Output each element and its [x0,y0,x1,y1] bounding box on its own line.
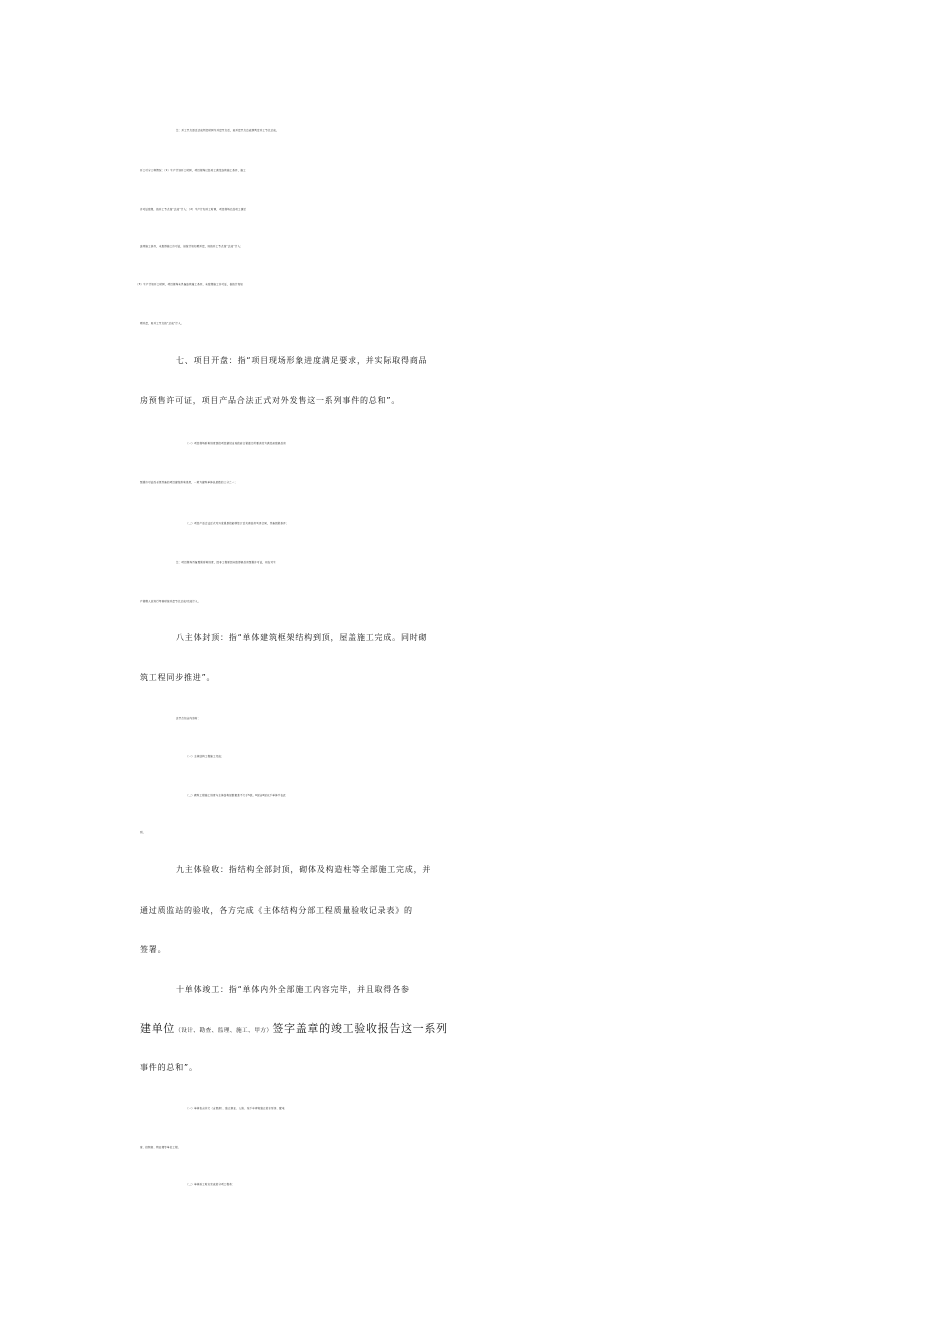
note-line: 注：项目现场具备预售形象进度，因非工程原因未取得商品房预售许可证，则在对生 [176,561,276,564]
paragraph-line: 期开盘，则开工节点按“达成”计入。 [140,322,184,325]
paragraph-line: 列。 [140,831,146,834]
heading-parenthetical: （设计、勘查、监理、施工、甲方） [175,1028,273,1034]
paragraph-line: 室、控制室、物业楼等单位工程。 [140,1146,181,1149]
section-heading-opening: 七、项目开盘：指“项目现场形象进度满足要求，并实际取得商品 [176,356,428,365]
section-heading-topping-out: 八主体封顶：指“单体建筑框架结构到顶，屋盖施工完成。同时砌 [176,633,428,642]
paragraph-line: 许可证取得，按开工节点按“达成”计入；（2）生产计划开工时间，项目现场已经动工满足 [140,208,247,211]
list-item: （一）单体包含住宅（含底商）、独立商业、人防、地下车库和独立的水泵房、配电 [186,1107,285,1110]
list-item: （二）单体竣工时应完成的分项工程有： [186,1183,235,1186]
section-heading-line: 签署。 [140,945,167,954]
paragraph-line: 连续施工条件，未取得施工许可证，但按计划如期开盘，则按开工节点按“达成”计入； [140,245,243,248]
paragraph-line: 产管理人员进行考核时按开盘节点达成/完成计入。 [140,600,201,603]
note-start-condition: 注：开工节点是否达成判定时间为开盘节点后，若开盘节点达成即判定开工节点达成。 [176,129,279,132]
heading-text: 签字盖章的竣工验收报告这一系列 [272,1022,448,1035]
section-heading-line: 房预售许可证，项目产品合法正式对外发售这一系列事件的总和”。 [140,396,401,405]
list-item: （二）砌筑工程施工进度与主体结构层数相差不大于5层。6层含6层以下单体不在此 [186,794,286,797]
section-heading-structure-acceptance: 九主体验收：指结构全部封顶，砌体及构造柱等全部施工完成，并 [176,865,432,874]
list-item: （一）主体结构工程施工完成； [186,755,224,758]
paragraph-line: 开工可分三种情况：（1）生产计划开工时间，项目现场已经动工满足连续施工条件，施工 [140,169,246,172]
list-item: （二）项目产品合法正式对外发售是指能够签订正式商品房买卖合同，具备回款条件； [186,522,289,525]
section-heading-completion: 十单体竣工：指“单体内外全部施工内容完毕，并且取得各参 [176,985,410,994]
section-heading-line: 事件的总和”。 [140,1063,198,1072]
paragraph-line: 该节点包含内容有： [176,717,201,720]
list-item: （一）项目现场形象进度是指项目建设当地政府主管部门所要求的为满足获取商品房 [186,442,286,445]
section-heading-line [140,1011,840,1047]
heading-text: 建单位 [140,1022,176,1035]
section-heading-line: 通过质监站的验收，各方完成《主体结构分部工程质量验收记录表》的 [140,906,413,915]
paragraph-line: 预售许可证而必须具备的项目建设形象进度，一般为建筑单体总层数的三分之一； [140,481,238,484]
paragraph-line: （3）生产计划开工时间，项目现场未具备连续施工条件，未取得施工许可证，但按计划如 [136,283,244,286]
section-heading-line: 筑工程同步推进”。 [140,673,216,682]
